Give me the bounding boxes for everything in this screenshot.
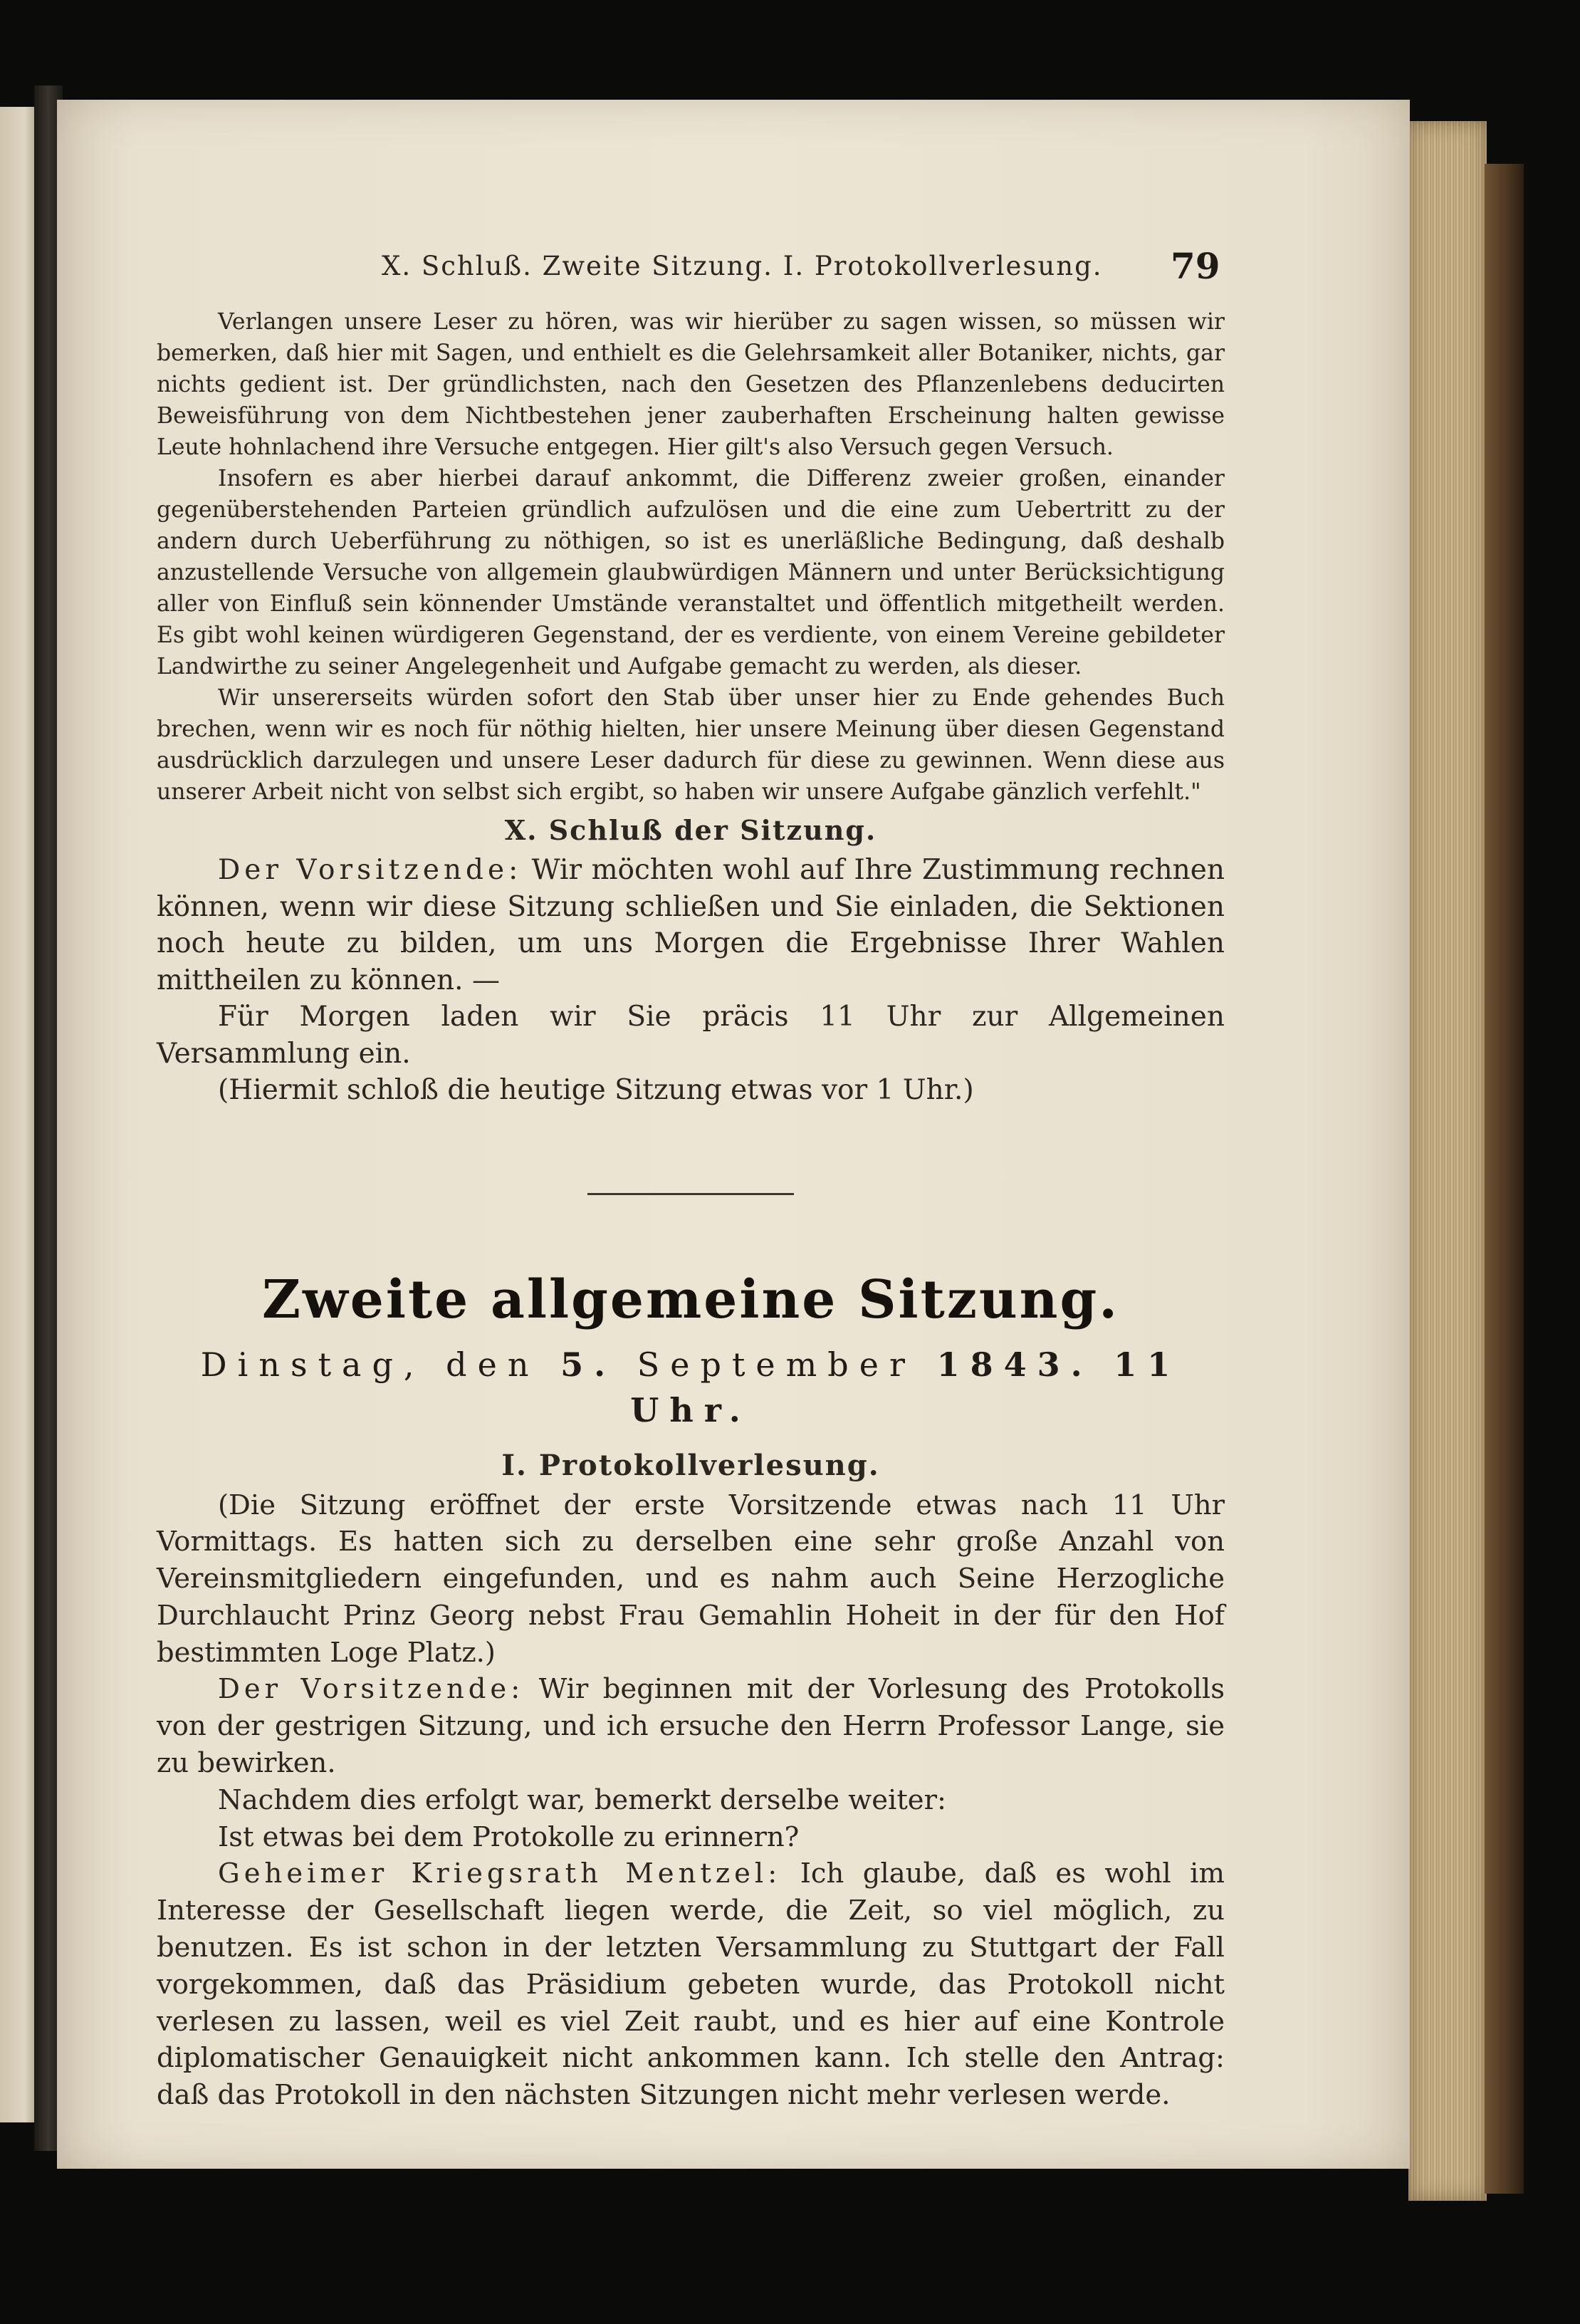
session-title: Zweite allgemeine Sitzung. (262, 1268, 1119, 1330)
date-day: 5. (560, 1345, 617, 1384)
section-divider (587, 1193, 794, 1195)
speech-text: Wir möchten wohl auf Ihre Zustimmung rechnen können, wenn wir diese Sitzung schließen und Sie einladen, die Sektionen noch heute zu bilden, um uns Morgen die Ergebnisse Ihrer Wahlen mittheilen zu können. — (157, 854, 1225, 996)
protocol-section (157, 1487, 1225, 2115)
paragraph: (Die Sitzung eröffnet der erste Vorsitzende etwas nach 11 Uhr Vormittags. Es hatten sich zu derselben eine sehr große Anzahl von Vereinsmitgliedern eingefunden, und es nahm auch Seine Herzogliche Durchlaucht Prinz Georg nebst Frau Gemahlin Hoheit in der für den Hof bestimmten Loge Platz.) (157, 1489, 1225, 1669)
paragraph: Insofern es aber hierbei darauf ankommt, die Differenz zweier großen, einander gegenüberstehenden Parteien gründlich aufzulösen und die eine zum Uebertritt zu der andern durch Ueberführung zu nöthigen, so ist es unerläßliche Bedingung, daß deshalb anzustellende Versuche von allgemein glaubwürdigen Männern und unter Berücksichtigung aller von Einfluß sein könnender Umstände veranstaltet und öffentlich mitgetheilt werden. Es gibt wohl keinen würdigeren Gegenstand, der es verdiente, von einem Vereine gebildeter Landwirthe zu seiner Angelegenheit und Aufgabe gemacht zu werden, als dieser. (157, 466, 1225, 679)
page-body (157, 306, 1225, 2114)
paragraph (157, 852, 1225, 999)
speech-text: Ich glaube, daß es wohl im Interesse der Gesellschaft liegen werde, die Zeit, so viel möglich, zu benutzen. Es ist schon in der letzten Versammlung zu Stuttgart der Fall vorgekommen, daß das Präsidium gebeten wurde, das Protokoll nicht verlesen zu lassen, weil es viel Zeit raubt, und es hier auf eine Kontrole diplomatischer Genauigkeit nicht ankommen kann. Ich stelle den Antrag: daß das Protokoll in den nächsten Sitzungen nicht mehr verlesen werde. (157, 1857, 1225, 2112)
speaker-label: Der Vorsitzende: (218, 854, 523, 886)
page-edges (1408, 121, 1487, 2201)
date-prefix: Dinstag, den (200, 1345, 540, 1384)
session-date (157, 1342, 1225, 1433)
closing-section (157, 852, 1225, 1109)
running-header (382, 245, 1222, 291)
section-heading: I. Protokollverlesung. (501, 1448, 880, 1482)
paragraph (157, 1855, 1225, 2114)
date-year: 1843. (936, 1345, 1093, 1384)
paragraph: Verlangen unsere Leser zu hören, was wir hierüber zu sagen wissen, so müssen wir bemerken, daß hier mit Sagen, und enthielt es die Gelehrsamkeit aller Botaniker, nichts, gar nichts gedient ist. Der gründlichsten, nach den Gesetzen des Pflanzenlebens deducirten Beweisführung von dem Nichtbestehen jener zauberhaften Erscheinung halten gewisse Leute hohnlachend ihre Versuche entgegen. Hier gilt's also Versuch gegen Versuch. (157, 309, 1225, 460)
section-heading: X. Schluß der Sitzung. (504, 814, 877, 846)
paragraph: Ist etwas bei dem Protokolle zu erinnern? (218, 1820, 800, 1853)
book-cover-edge (1485, 164, 1524, 2194)
date-month: September (637, 1345, 916, 1384)
speaker-label: Geheimer Kriegsrath Mentzel: (218, 1857, 782, 1890)
page-number: 79 (1171, 245, 1220, 287)
facing-page-edge (0, 107, 36, 2122)
paragraph: Wir unsererseits würden sofort den Stab über unser hier zu Ende gehendes Buch brechen, wenn wir es noch für nöthig hielten, hier unsere Meinung über diesen Gegenstand ausdrücklich darzulegen und unsere Leser dadurch für diese zu gewinnen. Wenn diese aus unserer Arbeit nicht von selbst sich ergibt, so haben wir unsere Aufgabe gänzlich verfehlt." (157, 685, 1225, 805)
paragraph: (Hiermit schloß die heutige Sitzung etwas vor 1 Uhr.) (218, 1074, 974, 1106)
paragraph: Für Morgen laden wir Sie präcis 11 Uhr zur Allgemeinen Versammlung ein. (157, 1001, 1225, 1070)
speech-text: Wir beginnen mit der Vorlesung des Protokolls von der gestrigen Sitzung, und ich ersuche den Herrn Professor Lange, sie zu bewirken. (157, 1673, 1225, 1780)
paragraph (157, 1671, 1225, 1781)
date-time: 11 Uhr. (630, 1345, 1181, 1429)
running-title: X. Schluß. Zweite Sitzung. I. Protokollverlesung. (382, 251, 1103, 281)
paragraph: Nachdem dies erfolgt war, bemerkt derselbe weiter: (218, 1783, 946, 1816)
quoted-text (157, 306, 1225, 808)
speaker-label: Der Vorsitzende: (218, 1673, 525, 1706)
